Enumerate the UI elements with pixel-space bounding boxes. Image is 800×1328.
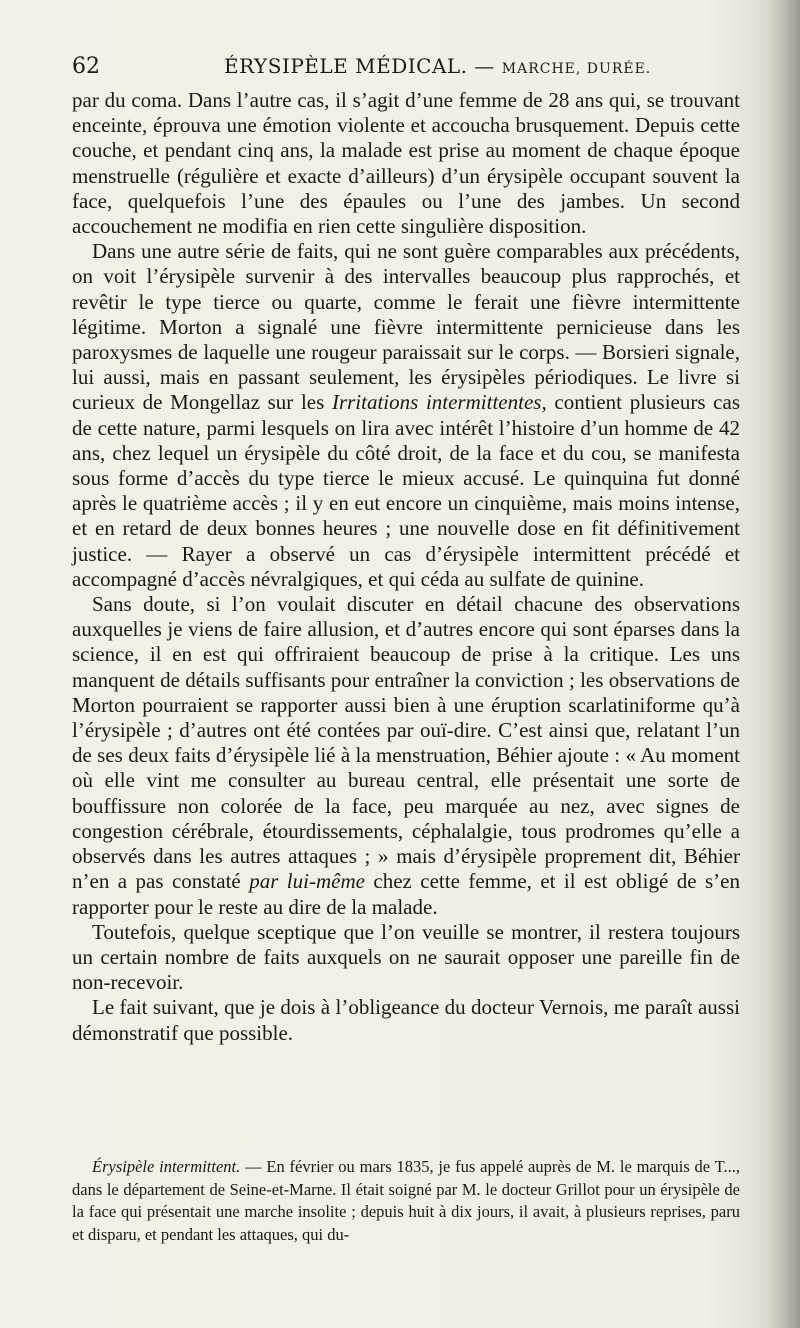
paragraph-3 xyxy=(72,592,740,920)
paragraph-2-part-a: Dans une autre série de faits, qui ne sont guère comparables aux précédents, on voit l’érysipèle survenir à des intervalles beaucoup plus rapprochés, et revêtir le type tierce ou quarte, comme le ferait une fièvre intermittente légitime. Morton a signalé une fièvre intermittente pernicieuse dans les paroxysmes de laquelle une rougeur paraissait sur le corps. — Borsieri signale, lui aussi, mais en passant seulement, les érysipèles périodiques. Le livre si curieux de Mongellaz sur les xyxy=(72,239,740,415)
page-number: 62 xyxy=(72,54,100,79)
emphasis-italic: par lui-même xyxy=(249,869,365,894)
running-head-title: ÉRYSIPÈLE MÉDICAL. — xyxy=(224,54,502,78)
footnote xyxy=(72,1156,740,1246)
paragraph-4: Toutefois, quelque sceptique que l’on veuille se montrer, il restera toujours un certain nombre de faits auxquels on ne saurait opposer une pareille fin de non-recevoir. xyxy=(72,919,740,995)
running-head xyxy=(224,54,651,78)
footnote-text: — En février ou mars 1835, je fus appelé auprès de M. le marquis de T..., dans le département de Seine-et-Marne. Il était soigné par M. le docteur Grillot pour un érysipèle de la face qui présentait une marche insolite ; depuis huit à dix jours, il avait, à plusieurs reprises, paru et disparu, et pendant les attaques, qui du- xyxy=(72,1157,740,1244)
paragraph-3-part-a: Sans doute, si l’on voulait discuter en détail chacune des observations auxquelles je viens de faire allusion, et d’autres encore qui sont éparses dans la science, il en est qui offriraient beaucoup de prise à la critique. Les uns manquent de détails suffisants pour entraîner la conviction ; les observations de Morton pourraient se rapporter aussi bien à une éruption scarlatiniforme qu’à l’érysipèle ; d’autres ont été contées par ouï-dire. C’est ainsi que, relatant l’un de ses deux faits d’érysipèle lié à la menstruation, Béhier ajoute : « Au moment où elle vint me consulter au bureau central, elle présentait une sorte de bouffissure non colorée de la face, peu marquée au nez, avec signes de congestion cérébrale, étourdissements, céphalalgie, tous prodromes qu’elle a observés dans les autres attaques ; » mais d’érysipèle proprement dit, Béhier n’en a pas constaté xyxy=(72,592,740,894)
main-text xyxy=(72,88,740,1046)
running-head-subtitle: MARCHE, DURÉE. xyxy=(501,61,652,77)
book-title-italic: Irritations intermittentes xyxy=(331,390,542,415)
paragraph-2 xyxy=(72,239,740,592)
page-gutter-shadow xyxy=(770,0,800,1328)
paragraph-1: par du coma. Dans l’autre cas, il s’agit d’une femme de 28 ans qui, se trouvant enceinte, éprouva une émotion violente et accoucha brusquement. Depuis cette couche, et pendant cinq ans, la malade est prise au moment de chaque époque menstruelle (régulière et exacte d’ailleurs) d’un érysipèle occupant souvent la face, quelquefois l’une des épaules ou l’une des jambes. Un second accouchement ne modifia en rien cette singulière disposition. xyxy=(72,88,740,239)
paragraph-3-part-b: chez cette femme, et il est obligé de s’en rapporter pour le reste au dire de la malade. xyxy=(72,869,740,919)
paragraph-2-part-b: , contient plusieurs cas de cette nature, parmi lesquels on lira avec intérêt l’histoire d’un homme de 42 ans, chez lequel un érysipèle du côté droit, de la face et du cou, se manifesta sous forme d’accès du type tierce le mieux accusé. Le quinquina fut donné après le quatrième accès ; il y en eut encore un cinquième, mais moins intense, et en retard de deux bonnes heures ; une nouvelle dose en fit définitivement justice. — Rayer a observé un cas d’érysipèle intermittent précédé et accompagné d’accès névralgiques, et qui céda au sulfate de quinine. xyxy=(72,390,741,591)
footnote-title: Érysipèle intermittent. xyxy=(92,1157,241,1176)
page-header xyxy=(72,48,740,82)
paragraph-5: Le fait suivant, que je dois à l’obligeance du docteur Vernois, me paraît aussi démonstratif que possible. xyxy=(72,995,740,1045)
